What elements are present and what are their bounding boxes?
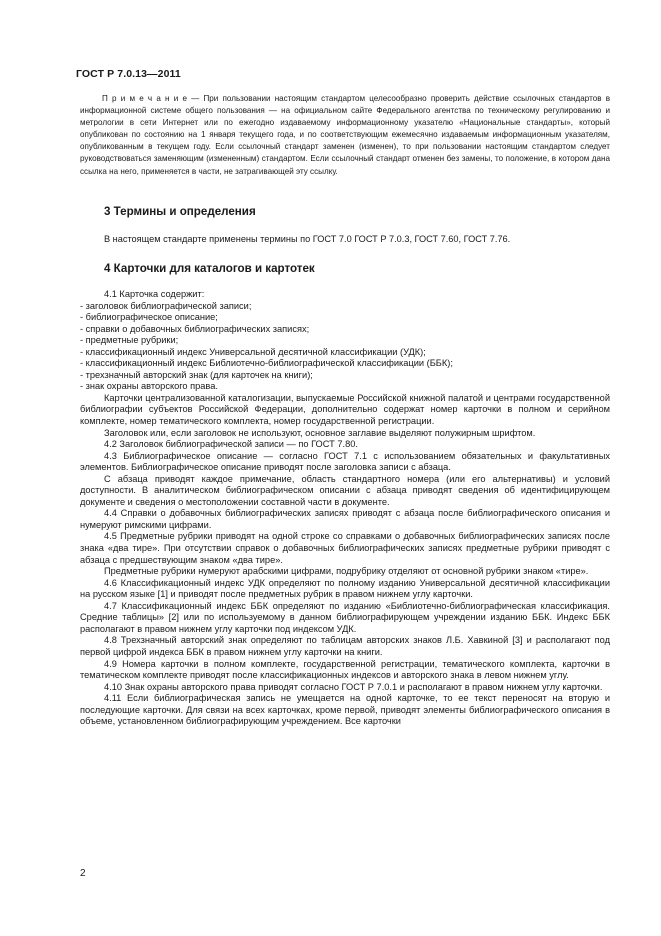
paragraph: 4.4 Справки о добавочных библиографических записях приводят с абзаца после библиографического описания и нумеруют римскими цифрами. (80, 508, 610, 530)
paragraph: С абзаца приводят каждое примечание, область стандартного номера (или его альтернативы) и условий доступности. В аналитическом библиографическом описании с абзаца приводят сведения об идентифицирующем документе и сведения о местоположении составной части в документе. (80, 473, 610, 507)
paragraph: 4.11 Если библиографическая запись не умещается на одной карточке, то ее текст переносят на вторую и последующие карточки. Для связи на всех карточках, кроме первой, приводят элементы библиографического описания в объеме, установленном библиографирующим учреждением. Все карточки (80, 693, 610, 727)
section-3-heading: 3 Термины и определения (104, 205, 256, 218)
section-4-heading: 4 Карточки для каталогов и картотек (104, 262, 315, 275)
list-item: - библиографическое описание; (80, 312, 218, 323)
list-item: - предметные рубрики; (80, 335, 179, 346)
list-item: - знак охраны авторского права. (80, 381, 218, 392)
paragraph: Карточки централизованной каталогизации, выпускаемые Российской книжной палатой и центрами государственной библиографии субъектов Российской Федерации, дополнительно содержат номер карточки в полном и серийном комплекте, номер тематического комплекта, номер государственной регистрации. (80, 392, 610, 427)
page-number: 2 (80, 868, 86, 879)
paragraph: 4.8 Трехзначный авторский знак определяют по таблицам авторских знаков Л.Б. Хавкиной [3] и располагают под первой цифрой индекса ББК в правом нижнем углу карточки на книги. (80, 635, 610, 657)
paragraph: 4.3 Библиографическое описание — согласно ГОСТ 7.1 с использованием обязательных и факультативных элементов. Библиографическое описание приводят после заголовка записи с абзаца. (80, 450, 610, 473)
paragraph: 4.10 Знак охраны авторского права приводят согласно ГОСТ Р 7.0.1 и располагают в правом нижнем углу карточки. (104, 681, 603, 692)
list-item: - трехзначный авторский знак (для карточек на книги); (80, 369, 313, 380)
section-3-text: В настоящем стандарте применены термины по ГОСТ 7.0 ГОСТ Р 7.0.3, ГОСТ 7.60, ГОСТ 7.76. (104, 234, 511, 244)
list-item: - классификационный индекс Библиотечно-библиографической классификации (ББК); (80, 358, 453, 369)
paragraph: 4.7 Классификационный индекс ББК определяют по изданию «Библиотечно-библиографическая классификация. Средние таблицы» [2] или по используемому в данном библиографирующем учреждении изданию ББК. Индекс ББК располагают в правом нижнем углу карточки под индексом УДК. (80, 600, 610, 634)
paragraph: Заголовок или, если заголовок не используют, основное заглавие выделяют полужирным шрифтом. (104, 427, 536, 438)
note-block (80, 93, 610, 178)
paragraph: 4.5 Предметные рубрики приводят на одной строке со справками о добавочных библиографических записях после знака «два тире». При отсутствии справок о добавочных библиографических записях предметные рубрики приводят с абзаца с предшествующим знаком «два тире». (80, 531, 610, 565)
document-header: ГОСТ Р 7.0.13—2011 (76, 68, 181, 80)
paragraph: Предметные рубрики нумеруют арабскими цифрами, подрубрику отделяют от основной рубрики знаком «тире». (104, 566, 589, 577)
paragraph: 4.9 Номера карточки в полном комплекте, государственной регистрации, тематического комплекта, карточки в тематическом комплекте приводят после классификационных индексов и авторского знака в левом нижнем углу. (80, 658, 610, 681)
section-4-body (80, 289, 610, 728)
paragraph: 4.6 Классификационный индекс УДК определяют по полному изданию Универсальной десятичной классификации на русском языке [1] и приводят после предметных рубрик в правом нижнем углу карточки. (80, 577, 610, 600)
note-paragraph: П р и м е ч а н и е — При пользовании настоящим стандартом целесообразно проверить действие ссылочных стандартов в информационной системе общего пользования — на официальном сайте Федерального агентства по техническому регулированию и метрологии в сети Интернет или по ежегодно издаваемому информационному указателю «Национальные стандарты», который опубликован по состоянию на 1 января текущего года, и по соответствующим ежемесячно издаваемым информационным указателям, опубликованным в текущем году. Если ссылочный стандарт заменен (изменен), то при пользовании настоящим стандартом следует руководствоваться заменяющим (измененным) стандартом. Если ссылочный стандарт отменен без замены, то положение, в котором дана ссылка на него, применяется в части, не затрагивающей эту ссылку. (80, 94, 610, 176)
list-item: - классификационный индекс Универсальной десятичной классификации (УДК); (80, 346, 426, 357)
paragraph: 4.2 Заголовок библиографической записи — по ГОСТ 7.80. (104, 439, 358, 450)
section-4-intro: 4.1 Карточка содержит: (104, 289, 205, 299)
list-item: - справки о добавочных библиографических записях; (80, 323, 310, 334)
list-item: - заголовок библиографической записи; (80, 300, 252, 311)
